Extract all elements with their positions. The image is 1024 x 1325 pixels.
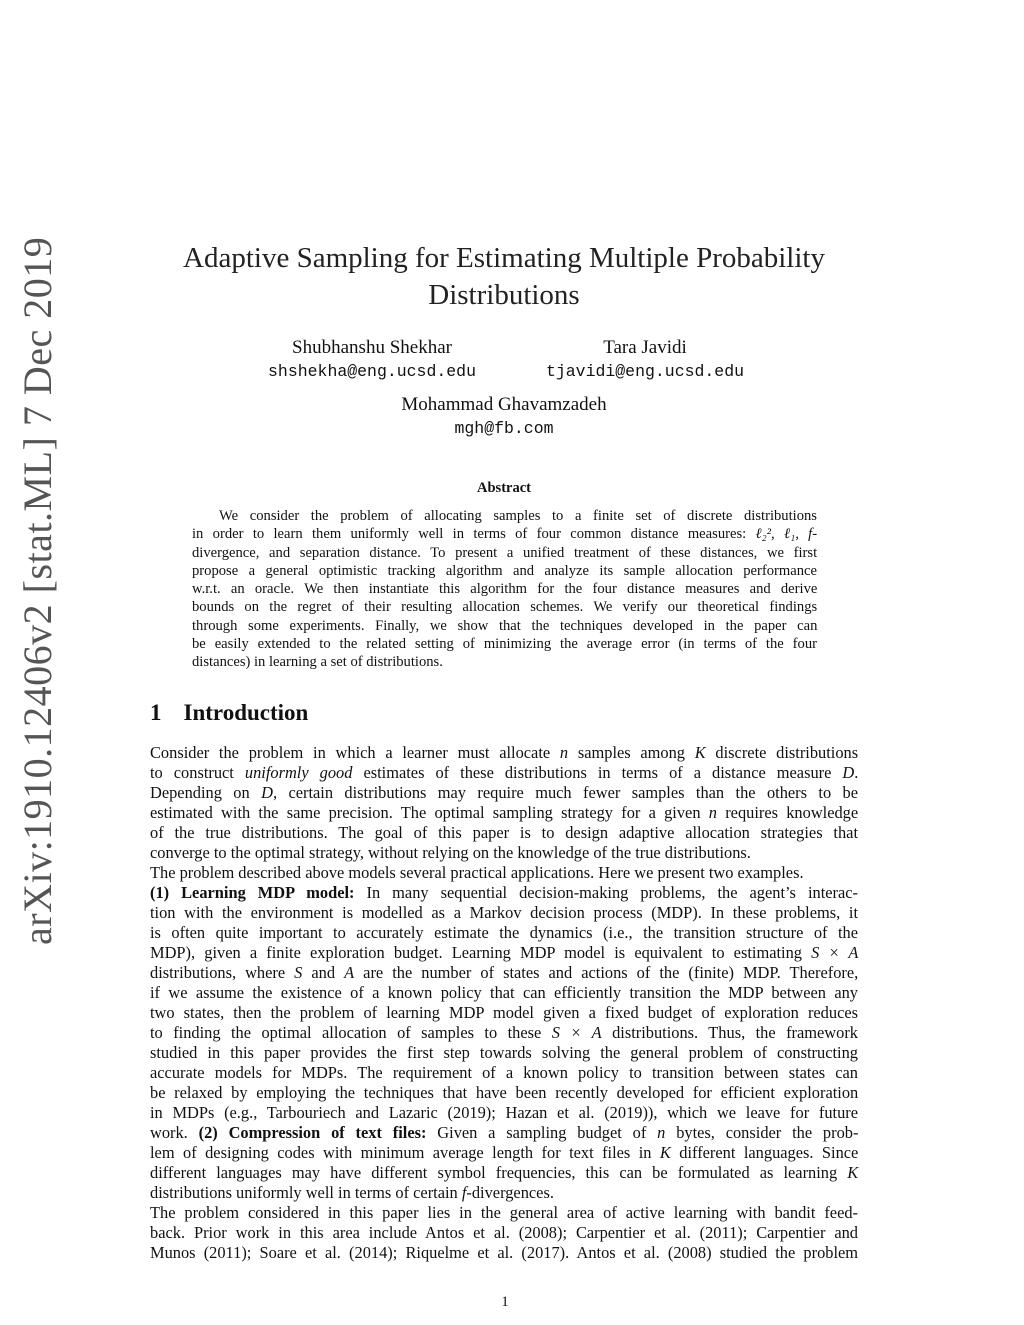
math-italic-text: n	[657, 1123, 666, 1142]
author-block	[364, 394, 644, 438]
author-block	[505, 337, 785, 381]
text-segment: estimated with the same precision. The optimal sampling strategy for a given	[150, 803, 709, 822]
text-segment: in MDPs (e.g., Tarbouriech and Lazaric (2019); Hazan et al. (2019)), which we leave for future	[150, 1103, 858, 1122]
math-italic-text: S	[294, 963, 303, 982]
text-line	[150, 1203, 858, 1223]
bold-text: (2) Compression of text files:	[198, 1123, 427, 1142]
section-number: 1	[150, 700, 162, 725]
math-italic-text: D	[842, 763, 855, 782]
arxiv-identifier: arXiv:1910.12406v2 [stat.ML] 7 Dec 2019	[15, 236, 60, 945]
text-segment: divergence, and separation distance. To present a unified treatment of these distances, we first	[192, 544, 818, 561]
math-italic-text: uniformly good	[244, 763, 353, 782]
text-segment: different languages. Since	[670, 1143, 859, 1162]
text-segment: -divergences.	[466, 1183, 554, 1202]
math-italic-text: S × A	[811, 943, 859, 962]
text-segment: in order to learn them uniformly well in terms of four common distance measures:	[192, 526, 756, 543]
section-heading	[150, 700, 308, 726]
text-segment: of the true distributions. The goal of this paper is to design adaptive allocation strategies that	[150, 823, 858, 842]
math-italic-text: S × A	[551, 1023, 602, 1042]
text-segment: Consider the problem in which a learner must allocate	[150, 743, 560, 762]
text-line	[150, 1083, 858, 1103]
text-segment: lem of designing codes with minimum average length for text files in	[150, 1143, 660, 1162]
author-email[interactable]: mgh@fb.com	[454, 419, 554, 438]
math-italic-text: n	[559, 743, 569, 762]
text-segment: MDP), given a finite exploration budget. Learning MDP model is equivalent to estimating	[150, 943, 812, 962]
text-segment: propose a general optimistic tracking algorithm and analyze its sample allocation performance	[192, 562, 817, 579]
math-italic-text: K	[659, 1143, 671, 1162]
text-segment: w.r.t. an oracle. We then instantiate this algorithm for the four distance measures and derive	[192, 581, 818, 598]
text-line	[192, 653, 817, 671]
text-segment: and	[302, 963, 345, 982]
math-italic-text: K	[847, 1163, 859, 1182]
text-segment: be relaxed by employing the techniques that have been recently developed for efficient exploration	[150, 1083, 859, 1102]
text-segment: We consider the problem of allocating samples to a finite set of discrete distributions	[192, 508, 817, 524]
text-segment: through some experiments. Finally, we show that the techniques developed in the paper can	[192, 617, 818, 634]
text-line	[192, 598, 817, 616]
text-line	[150, 823, 858, 843]
text-line	[150, 1223, 858, 1243]
text-line	[150, 1163, 858, 1183]
text-segment: discrete distributions	[705, 743, 859, 762]
author-email[interactable]: shshekha@eng.ucsd.edu	[268, 362, 476, 381]
text-segment: accurate models for MDPs. The requirement of a known policy to transition between states can	[150, 1063, 858, 1082]
abstract-body	[192, 507, 817, 672]
text-line	[192, 544, 817, 562]
bold-text: (1) Learning MDP model:	[150, 883, 355, 902]
text-segment: to finding the optimal allocation of samples to these	[150, 1023, 552, 1042]
author-name: Tara Javidi	[603, 337, 687, 358]
text-line	[150, 1043, 858, 1063]
text-line	[192, 525, 817, 543]
text-segment: to construct	[150, 763, 245, 782]
text-line	[150, 803, 858, 823]
math-italic-text: ℓ₂², ℓ₁, f	[755, 526, 813, 543]
text-segment: work.	[150, 1123, 199, 1142]
text-segment: -	[812, 526, 818, 543]
author-email[interactable]: tjavidi@eng.ucsd.edu	[545, 362, 745, 381]
abstract-heading: Abstract	[477, 480, 531, 496]
text-segment: two states, then the problem of learning MDP model given a fixed budget of exploration reduces	[150, 1003, 858, 1022]
author-block	[232, 337, 512, 381]
text-segment: bytes, consider the prob-	[665, 1123, 859, 1142]
text-segment: samples among	[568, 743, 695, 762]
text-segment: The problem described above models several practical applications. Here we present two examples.	[150, 863, 804, 882]
text-segment: .	[854, 763, 859, 782]
text-segment: , certain distributions may require much fewer samples than the others to be	[272, 783, 859, 802]
text-line	[150, 903, 858, 923]
text-line	[150, 1243, 858, 1263]
text-line	[192, 635, 817, 653]
text-segment: is often quite important to accurately estimate the dynamics (i.e., the transition structure of the	[150, 923, 858, 942]
math-italic-text: D	[261, 783, 273, 802]
text-line	[192, 580, 817, 598]
text-segment: tion with the environment is modelled as a Markov decision process (MDP). In these problems, it	[150, 903, 858, 922]
text-line	[150, 1183, 858, 1203]
text-segment: different languages may have different symbol frequencies, this can be formulated as learning	[150, 1163, 848, 1182]
text-line	[150, 943, 858, 963]
text-line	[150, 983, 858, 1003]
text-segment: requires knowledge	[716, 803, 859, 822]
text-segment: converge to the optimal strategy, without relying on the knowledge of the true distributions.	[150, 843, 751, 862]
section-title: Introduction	[183, 700, 309, 725]
text-line	[150, 1023, 858, 1043]
text-line	[150, 863, 858, 883]
math-italic-text: f	[461, 1183, 467, 1202]
author-name: Shubhanshu Shekhar	[292, 337, 452, 358]
math-italic-text: A	[344, 963, 355, 982]
text-segment: Depending on	[150, 783, 262, 802]
introduction-body	[150, 743, 858, 1263]
text-segment: In many sequential decision-making problems, the agent’s interac-	[354, 883, 858, 902]
text-line	[150, 1063, 858, 1083]
title-line: Adaptive Sampling for Estimating Multiple Probability	[183, 242, 825, 274]
text-line	[150, 1123, 858, 1143]
text-segment: distances) in learning a set of distributions.	[192, 654, 443, 671]
text-segment: distributions, where	[150, 963, 295, 982]
text-line	[192, 562, 817, 580]
text-line	[150, 883, 858, 903]
paper-title	[150, 240, 858, 314]
text-segment: distributions. Thus, the framework	[601, 1023, 858, 1042]
text-line	[150, 1003, 858, 1023]
author-name: Mohammad Ghavamzadeh	[401, 394, 607, 415]
text-line	[150, 1103, 858, 1123]
page-number: 1	[501, 1294, 509, 1310]
text-segment: Munos (2011); Soare et al. (2014); Riquelme et al. (2017). Antos et al. (2008) studied the problem	[150, 1243, 859, 1262]
text-line	[150, 783, 858, 803]
text-segment: distributions uniformly well in terms of certain	[150, 1183, 462, 1202]
text-line	[150, 763, 858, 783]
text-line	[192, 617, 817, 635]
text-line	[150, 963, 858, 983]
text-segment: bounds on the regret of their resulting allocation schemes. We verify our theoretical findings	[192, 599, 818, 616]
text-line	[150, 1143, 858, 1163]
title-line: Distributions	[428, 279, 580, 311]
text-line	[150, 743, 858, 763]
text-line	[150, 923, 858, 943]
math-italic-text: K	[694, 743, 706, 762]
text-line	[192, 507, 817, 525]
text-segment: studied in this paper provides the first step towards solving the general problem of constructing	[150, 1043, 858, 1062]
text-segment: back. Prior work in this area include Antos et al. (2008); Carpentier et al. (2011); Carpentier and	[150, 1223, 858, 1242]
text-segment: are the number of states and actions of the (finite) MDP. Therefore,	[354, 963, 859, 982]
text-line	[150, 843, 858, 863]
text-segment: estimates of these distributions in terms of a distance measure	[352, 763, 843, 782]
math-italic-text: n	[708, 803, 717, 822]
text-segment: Given a sampling budget of	[426, 1123, 658, 1142]
text-segment: be easily extended to the related setting of minimizing the average error (in terms of the four	[192, 636, 817, 653]
text-segment: if we assume the existence of a known policy that can efficiently transition the MDP between any	[150, 983, 858, 1002]
text-segment: The problem considered in this paper lies in the general area of active learning with bandit feed-	[150, 1203, 858, 1222]
